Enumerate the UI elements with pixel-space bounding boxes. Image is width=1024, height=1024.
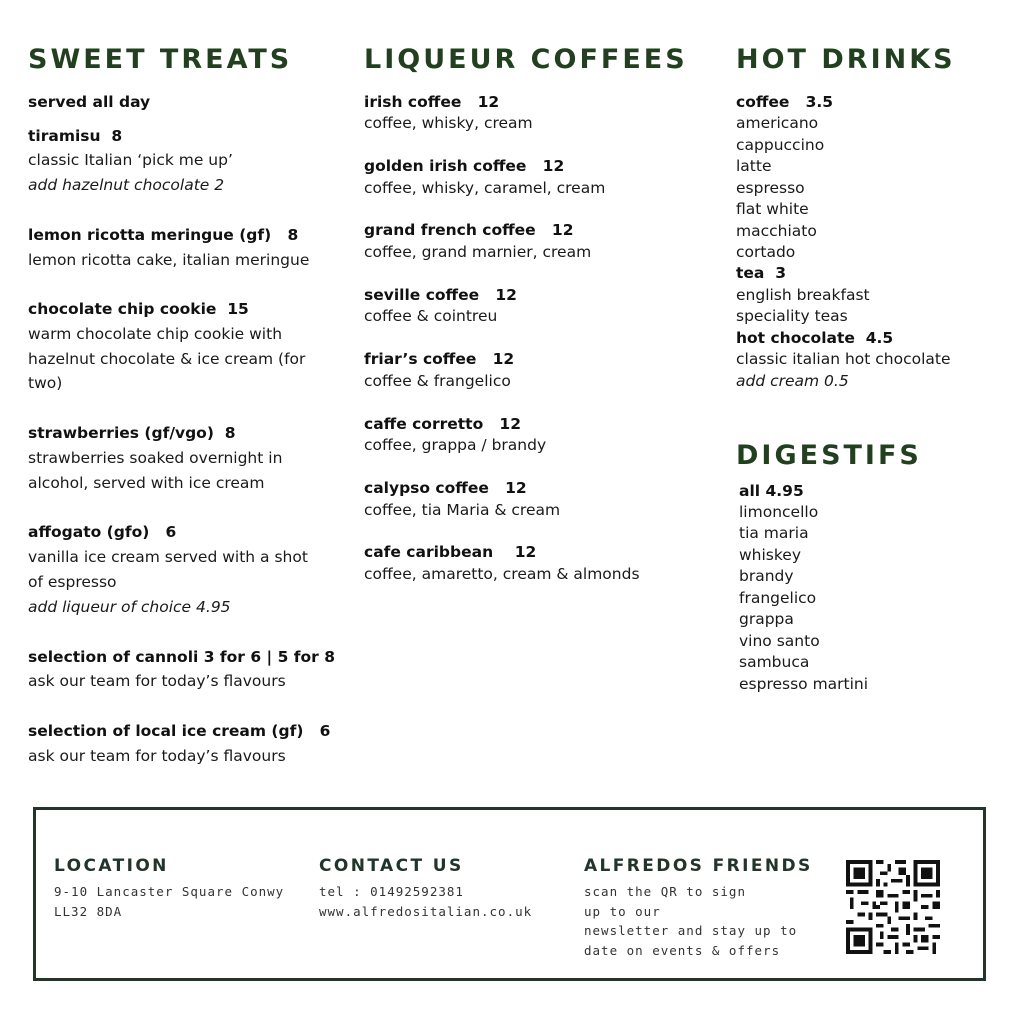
menu-item-note: add cream 0.5: [736, 372, 849, 390]
menu-item-name: selection of cannoli 3 for 6 | 5 for 8: [28, 648, 335, 666]
friends-line: scan the QR to sign: [584, 884, 746, 899]
menu-item-name: irish coffee 12: [364, 93, 500, 111]
location-heading: LOCATION: [54, 856, 169, 876]
menu-item-desc: ask our team for today’s flavours: [28, 747, 286, 765]
friends-line: up to our: [584, 904, 661, 919]
liqueur-coffees-heading: LIQUEUR COFFEES: [364, 44, 688, 75]
menu-item-desc: alcohol, served with ice cream: [28, 474, 265, 492]
menu-item-note: add hazelnut chocolate 2: [28, 176, 225, 194]
list-item: espresso: [736, 179, 805, 197]
list-item: americano: [736, 114, 819, 132]
list-item: frangelico: [739, 589, 817, 607]
digestifs-heading: DIGESTIFS: [736, 440, 922, 471]
menu-item-desc: two): [28, 374, 63, 392]
list-item: whiskey: [739, 546, 802, 564]
list-item: english breakfast: [736, 286, 870, 304]
contact-heading: CONTACT US: [319, 856, 464, 876]
digestifs-price: all 4.95: [739, 482, 804, 500]
friends-heading: ALFREDOS FRIENDS: [584, 856, 813, 876]
menu-item-desc: coffee, whisky, caramel, cream: [364, 179, 606, 197]
menu-item-name: caffe corretto 12: [364, 415, 521, 433]
menu-item-desc: coffee, tia Maria & cream: [364, 501, 561, 519]
menu-item-desc: classic Italian ‘pick me up’: [28, 151, 233, 169]
list-item: espresso martini: [739, 675, 869, 693]
menu-item-desc: warm chocolate chip cookie with: [28, 325, 283, 343]
list-item: speciality teas: [736, 307, 848, 325]
menu-item-name: strawberries (gf/vgo) 8: [28, 424, 236, 442]
menu-item-desc: strawberries soaked overnight in: [28, 449, 283, 467]
list-item: cappuccino: [736, 136, 825, 154]
list-item: classic italian hot chocolate: [736, 350, 951, 368]
sweet-subtitle: served all day: [28, 93, 151, 111]
menu-item-desc: hazelnut chocolate & ice cream (for: [28, 350, 306, 368]
list-item: tia maria: [739, 524, 809, 542]
menu-item-desc: coffee, grappa / brandy: [364, 436, 547, 454]
location-line: 9-10 Lancaster Square Conwy: [54, 884, 285, 899]
menu-item-name: cafe caribbean 12: [364, 543, 537, 561]
list-item: grappa: [739, 610, 794, 628]
list-item: vino santo: [739, 632, 820, 650]
list-item: limoncello: [739, 503, 819, 521]
menu-item-name: grand french coffee 12: [364, 221, 574, 239]
menu-item-desc: coffee, grand marnier, cream: [364, 243, 592, 261]
menu-item-name: friar’s coffee 12: [364, 350, 515, 368]
friends-line: newsletter and stay up to: [584, 923, 798, 938]
menu-item-name: selection of local ice cream (gf) 6: [28, 722, 331, 740]
location-line: LL32 8DA: [54, 904, 123, 919]
menu-item-name: seville coffee 12: [364, 286, 517, 304]
menu-item-desc: coffee, amaretto, cream & almonds: [364, 565, 640, 583]
list-item: macchiato: [736, 222, 817, 240]
menu-item-name: tea 3: [736, 264, 786, 282]
menu-item-desc: coffee & cointreu: [364, 307, 498, 325]
list-item: sambuca: [739, 653, 810, 671]
menu-item-name: chocolate chip cookie 15: [28, 300, 249, 318]
hot-drinks-heading: HOT DRINKS: [736, 44, 956, 75]
menu-item-name: lemon ricotta meringue (gf) 8: [28, 226, 299, 244]
qr-code-icon[interactable]: [846, 860, 940, 954]
menu-item-note: add liqueur of choice 4.95: [28, 598, 231, 616]
menu-item-desc: lemon ricotta cake, italian meringue: [28, 251, 310, 269]
list-item: latte: [736, 157, 772, 175]
contact-website: www.alfredositalian.co.uk: [319, 904, 533, 919]
menu-item-desc: vanilla ice cream served with a shot: [28, 548, 308, 566]
contact-phone: tel : 01492592381: [319, 884, 464, 899]
menu-item-name: golden irish coffee 12: [364, 157, 565, 175]
menu-item-desc: of espresso: [28, 573, 117, 591]
menu-item-name: hot chocolate 4.5: [736, 329, 894, 347]
menu-item-name: calypso coffee 12: [364, 479, 527, 497]
menu-item-desc: coffee & frangelico: [364, 372, 511, 390]
list-item: cortado: [736, 243, 796, 261]
sweet-treats-heading: SWEET TREATS: [28, 44, 293, 75]
menu-item-desc: ask our team for today’s flavours: [28, 672, 286, 690]
menu-item-name: coffee 3.5: [736, 93, 834, 111]
list-item: brandy: [739, 567, 794, 585]
menu-item-desc: coffee, whisky, cream: [364, 114, 533, 132]
friends-line: date on events & offers: [584, 943, 781, 958]
menu-item-name: affogato (gfo) 6: [28, 523, 177, 541]
menu-item-name: tiramisu 8: [28, 127, 123, 145]
list-item: flat white: [736, 200, 809, 218]
